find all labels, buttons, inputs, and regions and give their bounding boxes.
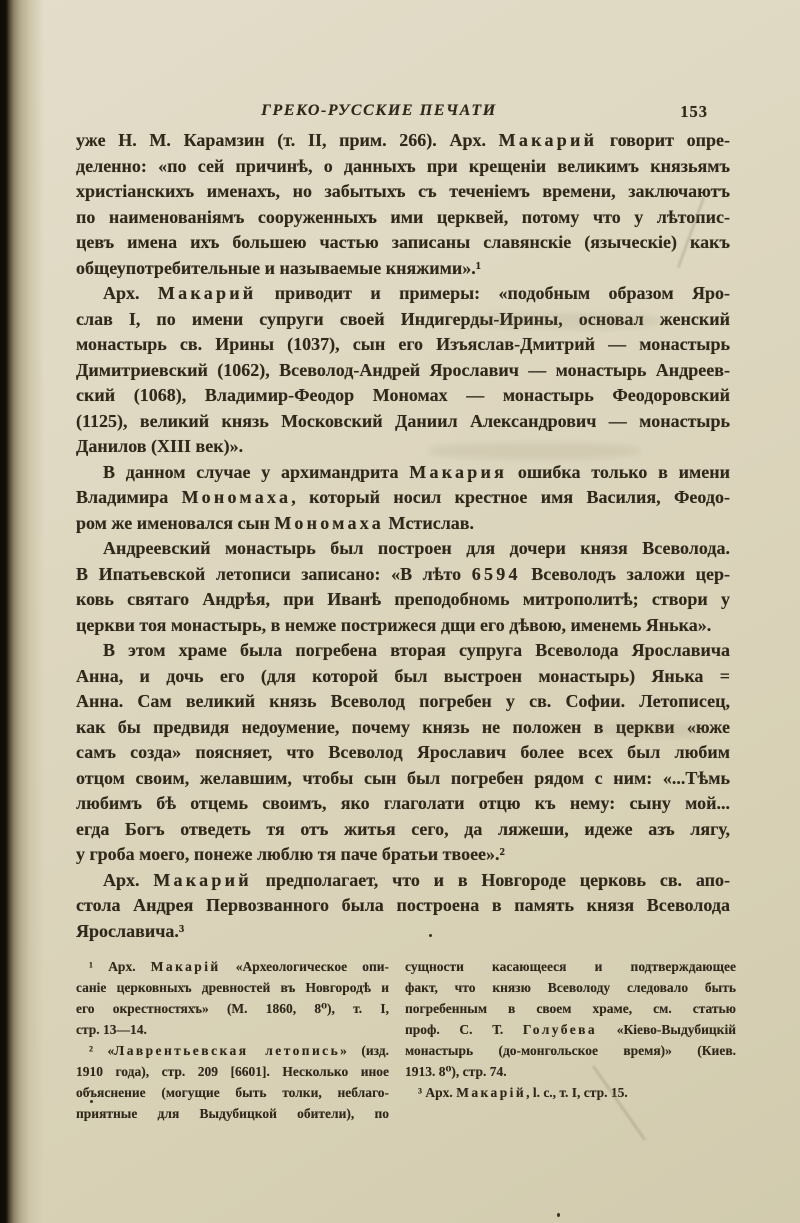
text-segment: церкви тоя монастырь, в немже пострижеся дщи его дѣвою, именемь Янька». <box>76 614 712 635</box>
text-segment: , l. c., т. I, стр. 15. <box>526 1085 628 1100</box>
text-line <box>405 956 736 977</box>
text-line <box>76 179 730 205</box>
text-segment: ром же именовался сын <box>76 512 275 533</box>
text-segment: отцом своим, желавшим, чтобы сын был погребен рядом с ним: «...Тѣмь <box>76 767 730 788</box>
text-segment: Мстислав. <box>384 512 475 533</box>
text-line <box>76 868 730 894</box>
text-segment: 1910 года), стр. 209 [6601]. Несколько иное <box>76 1064 389 1079</box>
text-segment: погребенным в своем храме, см. статью <box>405 1001 736 1016</box>
text-segment: егда Богъ отведеть тя отъ житья сего, да ляжеши, идеже азъ лягу, <box>76 818 730 839</box>
text-line <box>76 511 730 537</box>
text-line <box>76 1061 389 1082</box>
text-segment: самъ созда» поясняет, что Всеволод Ярославич более всех был любим <box>76 742 730 762</box>
emphasized-name: Голубева <box>522 1022 598 1037</box>
text-line <box>76 613 730 639</box>
ink-speck <box>557 1213 560 1217</box>
text-line <box>76 1040 389 1061</box>
text-segment: Анна. Сам великий князь Всеволод погребен у св. Софии. Летописец, <box>76 691 730 711</box>
text-line <box>76 1019 389 1040</box>
text-segment: Арх. <box>103 869 154 890</box>
text-line <box>405 977 736 998</box>
text-segment: ³ Арх. <box>418 1085 457 1100</box>
text-segment: монастырь (до-монгольское время)» (Киев. <box>405 1043 736 1058</box>
text-line <box>76 409 730 435</box>
text-segment: В этом храме была погребена вторая супруга Всеволода Ярославича <box>103 640 730 660</box>
ink-speck <box>429 934 432 937</box>
text-segment: приводит и примеры: «подобным образом Яро- <box>256 283 730 303</box>
text-segment: приятные для Выдубицкой обители), по <box>76 1106 389 1121</box>
text-segment: деленно: «по сей причинѣ, о данныхъ при крещеніи великимъ князьямъ <box>76 155 730 176</box>
text-line <box>76 536 730 562</box>
text-segment: сущности касающееся и подтверждающее <box>405 959 736 974</box>
text-segment: В данном случае у архимандрита <box>103 461 410 482</box>
running-header <box>76 102 730 124</box>
text-line <box>76 485 730 511</box>
text-segment: факт, что князю Всеволоду следовало быть <box>405 980 736 995</box>
text-segment: Данилов (XIII век)». <box>76 436 244 456</box>
emphasized-name: Мономаха <box>181 487 292 507</box>
text-segment: Андреевский монастырь был построен для дочери князя Всеволода. <box>103 538 730 558</box>
text-segment: у гроба моего, понеже люблю тя паче братьи твоее».² <box>76 844 505 864</box>
text-segment: цевъ имена ихъ большею частью записаны славянскіе (языческіе) какъ <box>76 232 730 252</box>
text-line <box>76 205 730 231</box>
text-segment: Владимира <box>76 487 182 507</box>
emphasized-name: Макарий <box>153 869 252 890</box>
text-line <box>76 154 730 180</box>
text-segment: ¹ Арх. <box>89 959 151 974</box>
text-segment: ² « <box>89 1043 115 1058</box>
text-segment: любимъ бѣ отцемь своимъ, яко глаголати отцю къ нему: сыну мой... <box>76 793 730 813</box>
text-segment: общеупотребительные и называемые княжими».¹ <box>76 257 482 278</box>
text-line <box>76 919 730 945</box>
text-segment: Всеволодъ заложи цер- <box>520 563 730 584</box>
text-line <box>76 128 730 154</box>
text-line <box>76 740 730 766</box>
text-line <box>76 791 730 817</box>
text-line <box>76 817 730 843</box>
emphasized-name: Мономаха <box>274 512 385 533</box>
running-title: ГРЕКО-РУССКИЕ ПЕЧАТИ <box>261 102 497 119</box>
text-segment: по наименованіямъ сооруженныхъ ими церквей, потому что у лѣтопис- <box>76 206 730 227</box>
showthrough-smudge <box>470 313 660 329</box>
text-line <box>76 977 389 998</box>
text-line <box>76 842 730 868</box>
page-number: 153 <box>680 102 708 121</box>
showthrough-smudge <box>430 443 640 459</box>
footnote-column-right <box>405 956 736 1124</box>
emphasized-name: Макарій <box>456 1085 527 1100</box>
text-segment: ский (1068), Владимир-Феодор Мономах — монастырь Феодоровский <box>76 385 730 405</box>
text-segment: «Кіево-Выдубицкій <box>597 1022 736 1037</box>
emphasized-name: Лаврентьевская летопись <box>114 1043 341 1058</box>
footnote-column-left <box>76 956 389 1124</box>
text-line <box>76 956 389 977</box>
text-segment: проф. С. Т. <box>405 1022 523 1037</box>
text-segment: » (изд. <box>340 1043 389 1058</box>
text-segment: христіанскихъ именахъ, но забытыхъ съ теченіемъ времени, заключаютъ <box>76 181 730 201</box>
text-line <box>405 1082 736 1103</box>
text-segment: , который носил крестное имя Василия, Феодо- <box>291 487 730 507</box>
text-segment: (1125), великий князь Московский Даниил Александрович — монастырь <box>76 410 730 431</box>
text-line <box>405 1040 736 1061</box>
emphasized-name: Макарий <box>498 130 598 150</box>
text-segment: Анна, и дочь его (для которой был выстроен монастырь) Янька = <box>76 665 730 686</box>
text-segment: саніе церковныхъ древностей въ Новгородѣ и <box>76 980 389 995</box>
ink-speck <box>90 1100 93 1103</box>
text-segment: монастырь св. Ирины (1037), сын его Изъяслав-Дмитрий — монастырь <box>76 334 730 354</box>
text-segment: уже Н. М. Карамзин (т. II, прим. 266). Арх. <box>76 130 499 150</box>
text-segment: слав I, по имени супруги своей Индигерды-Ирины, основал женский <box>76 308 730 329</box>
text-line <box>76 1103 389 1124</box>
emphasized-name: Макария <box>409 461 508 482</box>
emphasized-name: Макарий <box>157 283 257 303</box>
text-segment: как бы предвидя недоумение, почему князь не положен в церкви «юже <box>76 716 730 737</box>
text-segment: 1913. 8⁰), стр. 74. <box>405 1064 507 1079</box>
text-line <box>76 638 730 664</box>
text-segment: предполагает, что и в Новгороде церковь св. апо- <box>251 869 730 890</box>
text-line <box>76 230 730 256</box>
text-segment: Ярославича.³ <box>76 920 185 941</box>
scan-binding-edge <box>0 0 44 1223</box>
text-line <box>405 1019 736 1040</box>
text-segment: Димитриевский (1062), Всеволод-Андрей Ярославич — монастырь Андреев- <box>76 359 730 380</box>
text-segment: говорит опре- <box>597 130 730 150</box>
text-segment: ошибка только в имени <box>507 461 730 482</box>
text-line <box>76 587 730 613</box>
text-segment: стр. 13—14. <box>76 1022 147 1037</box>
emphasized-name: Макарій <box>150 959 221 974</box>
text-line <box>76 383 730 409</box>
text-line <box>76 460 730 486</box>
text-line <box>76 332 730 358</box>
text-line <box>76 358 730 384</box>
text-line <box>76 1082 389 1103</box>
text-line <box>76 256 730 282</box>
footnotes-block <box>76 956 736 1124</box>
text-line <box>405 1061 736 1082</box>
emphasized-name: 6594 <box>471 563 521 584</box>
text-line <box>76 998 389 1019</box>
showthrough-smudge <box>600 723 710 737</box>
text-line <box>76 893 730 919</box>
text-line <box>76 664 730 690</box>
text-segment: «Археологическое опи- <box>220 959 389 974</box>
text-segment: ковь святаго Андрѣя, при Иванѣ преподобномь митрополитѣ; створи у <box>76 589 730 609</box>
text-line <box>76 281 730 307</box>
text-segment: Арх. <box>103 283 158 303</box>
text-line <box>76 562 730 588</box>
main-text-block <box>76 128 730 944</box>
text-line <box>76 766 730 792</box>
text-segment: В Ипатьевской летописи записано: «В лѣто <box>76 563 472 584</box>
text-segment: стола Андрея Первозванного была построена в память князя Всеволода <box>76 895 730 915</box>
text-line <box>405 998 736 1019</box>
text-segment: объяснение (могущие быть толки, неблаго- <box>76 1085 389 1100</box>
text-segment: его окрестностяхъ» (М. 1860, 8⁰), т. I, <box>76 1001 389 1016</box>
text-line <box>76 689 730 715</box>
